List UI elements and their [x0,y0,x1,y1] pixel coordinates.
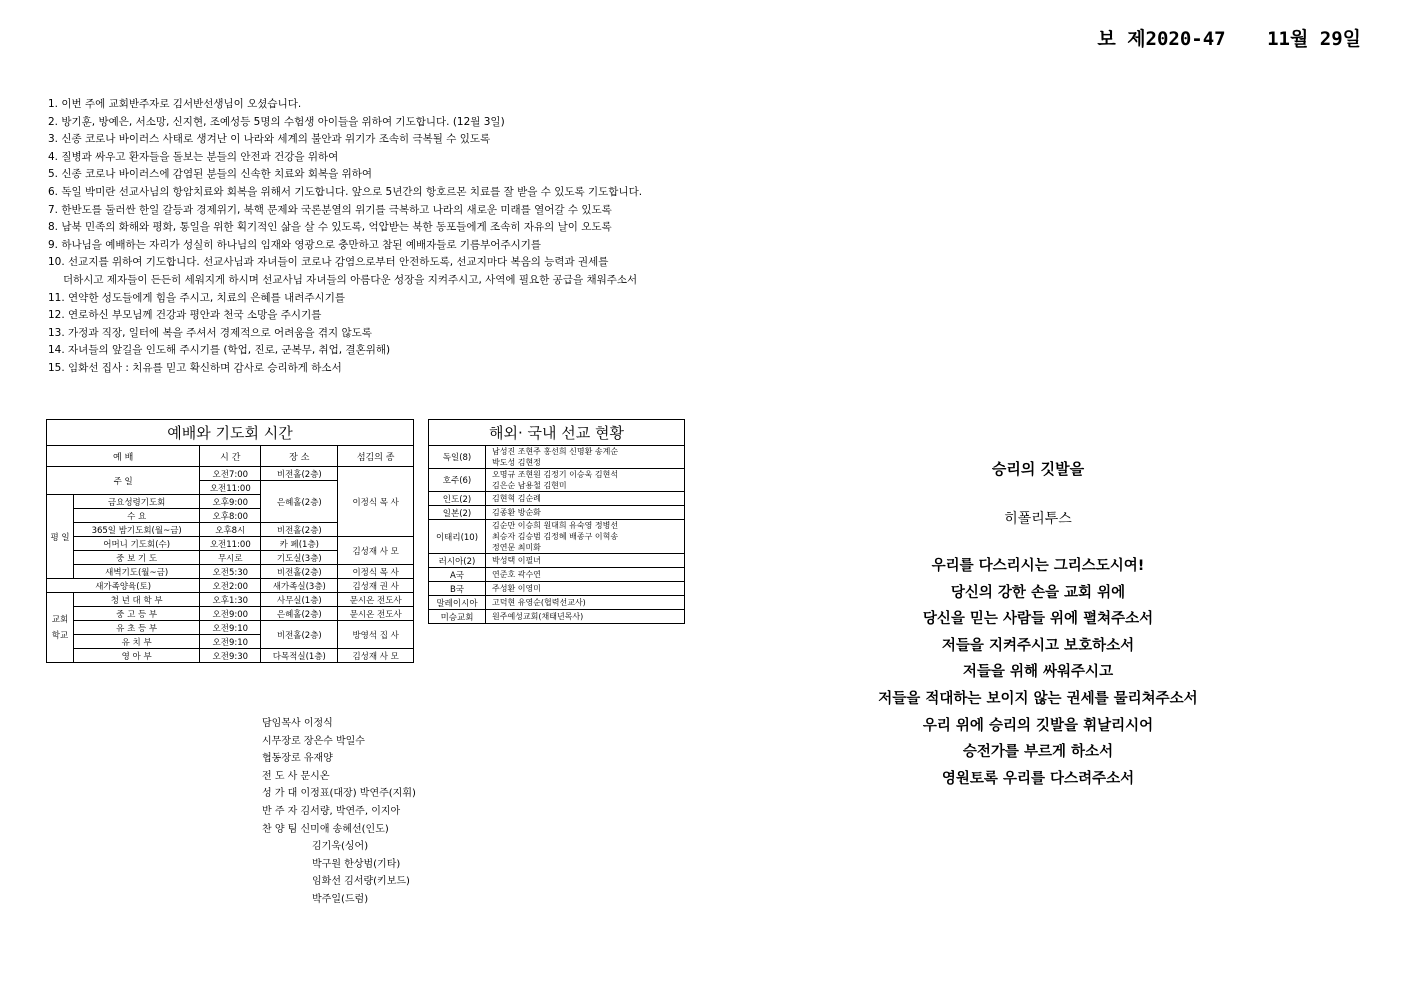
mission-name-line: 남성진 조현주 홍선희 신명환 송계순 [492,447,619,456]
prayer-list [48,96,668,378]
table-cell: 이정식 목 사 [338,467,414,537]
staff-team-member: 임화선 김서량(키보드) [312,876,410,888]
mission-name-line: 고덕현 유영순(협력선교사) [492,598,586,607]
mission-row [429,582,685,596]
mission-names [486,610,685,624]
table-cell: 비전홀(2층) [261,467,338,481]
prayer-item: 15. 임화선 집사 : 치유를 믿고 확신하며 감사로 승리하게 하소서 [48,361,342,374]
poem-line: 우리 위에 승리의 깃발을 휘날리시어 [922,717,1154,734]
table-cell: 어머니 기도회(수) [74,537,200,551]
mission-names [486,520,685,554]
table-cell: 김성재 사 모 [338,537,414,565]
staff-item: 시무장로 장은수 박일수 [262,735,365,747]
table-cell: 금요성령기도회 [74,495,200,509]
table-cell: 오후8:00 [200,509,261,523]
staff-item: 찬 양 팀 신미애 송혜선(인도) [262,823,389,835]
prayer-item: 13. 가정과 직장, 일터에 복을 주셔서 경제적으로 어려움을 겪지 않도록 [48,326,372,339]
table-cell: 365일 밤기도회(월~금) [74,523,200,537]
table-cell: 김성재 권 사 [338,579,414,593]
poem-line: 우리를 다스리시는 그리스도시여! [931,558,1145,574]
mission-name-line: 김순만 이승희 원대희 유숙영 정병선 [492,521,619,530]
mission-row [429,492,685,506]
table-cell: 오전11:00 [200,537,261,551]
mission-name-line: 김은순 남용철 김현미 [492,481,567,490]
mission-row [429,596,685,610]
table-cell: 청 년 대 학 부 [74,593,200,607]
mission-country: 인도(2) [429,492,486,506]
mission-row [429,446,685,469]
poem-line: 저들을 지켜주시고 보호하소서 [941,637,1135,654]
mission-row [429,520,685,554]
staff-item: 성 가 대 이정표(대장) 박연주(지휘) [262,788,416,800]
prayer-item: 11. 연약한 성도들에게 힘을 주시고, 치료의 은혜를 내려주시기를 [48,291,345,304]
mission-country: 호주(6) [429,469,486,492]
prayer-item: 12. 연로하신 부모님께 건강과 평안과 천국 소망을 주시기를 [48,309,322,322]
table-cell: 비전홀(2층) [261,565,338,579]
mission-names [486,554,685,568]
table-cell: 오전9:10 [200,635,261,649]
prayer-item: 1. 이번 주에 교회반주자로 김서반선생님이 오셨습니다. [48,98,302,110]
prayer-item: 6. 독일 박미란 선교사님의 항암치료와 회복을 위해서 기도합니다. 앞으로 5년간의 항호르몬 치료를 잘 받을 수 있도록 기도합니다. [48,185,643,198]
table-cell: 문시온 전도사 [338,593,414,607]
worship-table-title: 예배와 기도회 시간 [47,420,414,446]
worship-schedule-table [46,419,414,663]
poem [820,458,1256,792]
mission-name-line: 박성택 이필녀 [492,556,541,565]
mission-row [429,610,685,624]
col-header: 섬김의 종 [338,446,414,467]
table-cell: 비전홀(2층) [261,621,338,649]
col-header: 예 배 [47,446,200,467]
table-cell: 방영석 집 사 [338,621,414,649]
poem-body [820,553,1256,792]
mission-names [486,582,685,596]
poem-author: 히폴리투스 [1004,511,1072,527]
staff-team-member: 박구원 한상범(기타) [312,858,401,870]
table-cell: 중 보 기 도 [74,551,200,565]
bulletin-header [1067,24,1361,51]
mission-name-line: 최승자 김승범 김정혜 배종구 이혁송 [492,532,619,541]
prayer-item-continued: 더하시고 제자들이 든든히 세워지게 하시며 선교사님 자녀들의 아름다운 성장을 지켜주시고, 사역에 필요한 공급을 채워주소서 [63,273,638,286]
mission-country: A국 [429,568,486,582]
mission-row [429,469,685,492]
table-cell: 영 아 부 [74,649,200,663]
staff-list [262,715,416,909]
mission-country: 러시아(2) [429,554,486,568]
prayer-item: 3. 신종 코로나 바이러스 사태로 생겨난 이 나라와 세계의 불안과 위기가 조속히 극복될 수 있도록 [48,133,491,146]
issue-number: 보 제2020-47 [1097,28,1226,50]
poem-line: 승전가를 부르게 하소서 [962,744,1114,761]
mission-names [486,506,685,520]
mission-country: 미승교회 [429,610,486,624]
table-cell: 수 요 [74,509,200,523]
mission-country: 말레이시아 [429,596,486,610]
poem-line: 저들을 적대하는 보이지 않는 권세를 물리쳐주소서 [878,690,1198,707]
prayer-item: 10. 선교지를 위하여 기도합니다. 선교사님과 자녀들이 코로나 감염으로부터 안전하도록, 선교지마다 복음의 능력과 권세를 [48,256,609,269]
mission-country: 이태리(10) [429,520,486,554]
mission-name-line: 연준호 곽수연 [492,570,541,579]
mission-row [429,554,685,568]
staff-team-member: 박주일(드럼) [312,893,369,905]
mission-names [486,446,685,469]
table-cell: 오전9:30 [200,649,261,663]
mission-name-line: 김현혁 김순례 [492,494,541,503]
mission-names [486,492,685,506]
missions-table-title: 해외· 국내 선교 현황 [429,420,685,446]
table-cell: 오전5:30 [200,565,261,579]
table-cell: 오후1:30 [200,593,261,607]
mission-name-line: 박도성 김현정 [492,458,541,467]
school-label: 교회학교 [47,593,74,663]
table-cell: 문시온 전도사 [338,607,414,621]
table-cell: 중 고 등 부 [74,607,200,621]
prayer-item: 2. 방기훈, 방예은, 서소망, 신지현, 조예성등 5명의 수험생 아이들을 위하여 기도합니다. (12월 3일) [48,115,505,128]
table-cell: 새가족실(3층) [261,579,338,593]
poem-line: 당신의 강한 손을 교회 위에 [950,584,1126,601]
prayer-item: 4. 질병과 싸우고 환자들을 돌보는 분들의 안전과 건강을 위하여 [48,150,339,163]
issue-date: 11월 29일 [1267,28,1361,50]
mission-names [486,469,685,492]
table-cell: 은혜홀(2층) [261,481,338,523]
table-cell: 오전9:00 [200,607,261,621]
poem-line: 저들을 위해 싸워주시고 [962,664,1114,681]
staff-item: 전 도 사 문시온 [262,770,330,782]
mission-country: B국 [429,582,486,596]
mission-names [486,568,685,582]
col-header: 장 소 [261,446,338,467]
mission-name-line: 원주예성교회(채태년목사) [492,612,584,621]
staff-team-member: 김기욱(싱어) [312,841,369,853]
table-cell: 사무실(1층) [261,593,338,607]
mission-name-line: 정연문 최미화 [492,543,541,552]
table-cell: 주 일 [47,467,200,495]
mission-names [486,596,685,610]
table-cell: 카 페(1층) [261,537,338,551]
table-cell: 다목적실(1층) [261,649,338,663]
prayer-item: 8. 남북 민족의 화해와 평화, 통일을 위한 획기적인 삶을 살 수 있도록, 억압받는 북한 동포들에게 조속히 자유의 날이 오도록 [48,221,612,234]
table-cell: 새가족양육(토) [47,579,200,593]
table-cell: 오전9:10 [200,621,261,635]
staff-item: 협동장로 유재양 [262,753,333,765]
table-cell: 무시로 [200,551,261,565]
table-cell: 오후9:00 [200,495,261,509]
mission-name-line: 김종환 방순화 [492,508,541,517]
table-cell: 새벽기도(월~금) [74,565,200,579]
table-cell: 은혜홀(2층) [261,607,338,621]
prayer-item: 14. 자녀들의 앞길을 인도해 주시기를 (학업, 진로, 군복무, 취업, 결혼위해) [48,344,391,357]
poem-line: 당신을 믿는 사람들 위에 펼쳐주소서 [922,611,1154,628]
table-cell: 유 치 부 [74,635,200,649]
table-cell: 유 초 등 부 [74,621,200,635]
table-cell: 오후8시 [200,523,261,537]
table-cell: 기도실(3층) [261,551,338,565]
table-cell: 오전11:00 [200,481,261,495]
mission-row [429,568,685,582]
poem-title: 승리의 깃발을 [991,460,1085,478]
weekday-label: 평 일 [47,495,74,579]
mission-country: 일본(2) [429,506,486,520]
table-cell: 이정식 목 사 [338,565,414,579]
poem-line: 영원토록 우리를 다스려주소서 [941,770,1135,787]
col-header: 시 간 [200,446,261,467]
prayer-item: 7. 한반도를 둘러싼 한일 갈등과 경제위기, 북핵 문제와 국론분열의 위기를 극복하고 나라의 새로운 미래를 열어갈 수 있도록 [48,203,612,216]
mission-name-line: 오명규 조현원 김정기 이승욱 김현석 [492,470,619,479]
mission-row [429,506,685,520]
table-cell: 오전2:00 [200,579,261,593]
mission-name-line: 주성환 이영미 [492,584,541,593]
table-cell: 김성재 사 모 [338,649,414,663]
missions-table [428,419,685,624]
mission-country: 독일(8) [429,446,486,469]
prayer-item: 9. 하나님을 예배하는 자리가 성실히 하나님의 임재와 영광으로 충만하고 참된 예배자들로 기름부어주시기를 [48,238,542,251]
staff-item: 반 주 자 김서량, 박연주, 이지아 [262,805,401,817]
prayer-item: 5. 신종 코로나 바이러스에 감염된 분들의 신속한 치료와 회복을 위하여 [48,168,373,181]
staff-item: 담임목사 이정식 [262,718,333,729]
table-cell: 비전홀(2층) [261,523,338,537]
table-cell: 오전7:00 [200,467,261,481]
